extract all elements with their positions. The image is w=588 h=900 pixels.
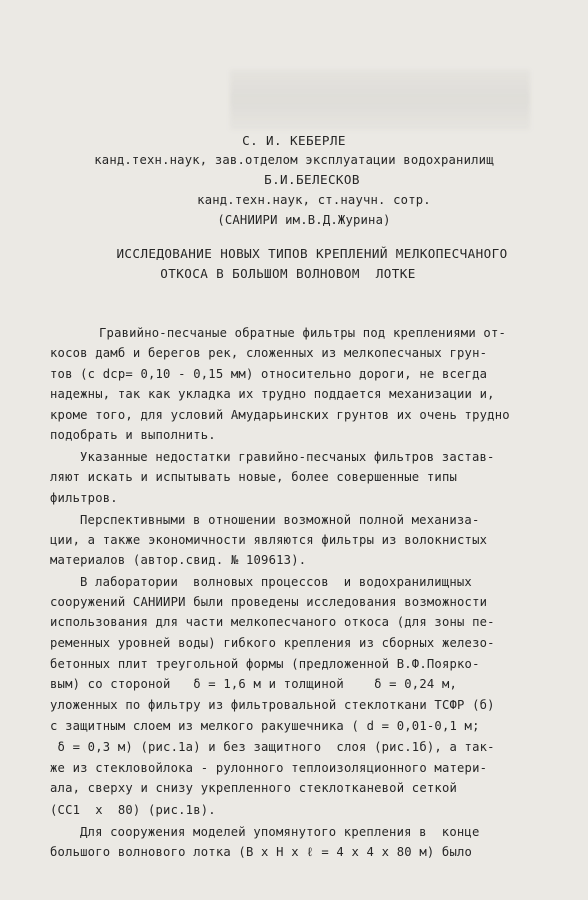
body-line: δ = 0,3 м) (рис.1а) и без защитного слоя (рис.1б), а так-: [50, 740, 495, 754]
title-line-2: ОТКОСА В БОЛЬШОМ ВОЛНОВОМ ЛОТКЕ: [160, 266, 416, 281]
body-line: с защитным слоем из мелкого ракушечника ( d = 0,01-0,1 м;: [50, 719, 480, 733]
body-line: ции, а также экономичности являются фильтры из волокнистых: [50, 533, 488, 547]
body-line: фильтров.: [50, 491, 118, 505]
body-line: ала, сверху и снизу укрепленного стеклотканевой сеткой: [50, 781, 458, 795]
body-line: Перспективными в отношении возможной полной механиза-: [80, 513, 480, 527]
body-line: кроме того, для условий Амударьинских грунтов их очень трудно: [50, 408, 510, 422]
body-line: большого волнового лотка (В х Н х ℓ = 4 х 4 х 80 м) было: [50, 845, 473, 859]
body-line: подобрать и выполнить.: [50, 428, 216, 442]
author2-title: канд.техн.наук, ст.научн. сотр.: [197, 193, 431, 207]
institute: (САНИИРИ им.В.Д.Журина): [217, 213, 391, 227]
body-line: ляют искать и испытывать новые, более совершенные типы: [50, 470, 458, 484]
author1-title: канд.техн.наук, зав.отделом эксплуатации водохранилищ: [94, 153, 494, 167]
body-line: надежны, так как укладка их трудно поддается механизации и,: [50, 387, 495, 401]
body-line: использования для части мелкопесчаного откоса (для зоны пе-: [50, 615, 495, 629]
body-line: Указанные недостатки гравийно-песчаных фильтров застав-: [80, 450, 495, 464]
body-line: косов дамб и берегов рек, сложенных из мелкопесчаных грун-: [50, 346, 488, 360]
author2-name: Б.И.БЕЛЕСКОВ: [264, 172, 360, 187]
title-line-1: ИССЛЕДОВАНИЕ НОВЫХ ТИПОВ КРЕПЛЕНИЙ МЕЛКОПЕСЧАНОГО: [116, 246, 508, 261]
body-line: же из стекловойлока - рулонного теплоизоляционного матери-: [50, 761, 488, 775]
body-line: тов (с dср= 0,10 - 0,15 мм) относительно дороги, не всегда: [50, 367, 488, 381]
body-line: уложенных по фильтру из фильтровальной стеклоткани ТСФР (б): [50, 698, 495, 712]
body-line: вым) со стороной δ = 1,6 м и толщиной δ = 0,24 м,: [50, 677, 458, 691]
body-line: сооружений САНИИРИ были проведены исследования возможности: [50, 595, 488, 609]
body-line: бетонных плит треугольной формы (предложенной В.Ф.Поярко-: [50, 657, 480, 671]
author1-name: С. И. КЕБЕРЛЕ: [242, 133, 346, 148]
body-line: Гравийно-песчаные обратные фильтры под креплениями от-: [99, 326, 507, 340]
body-line: Для сооружения моделей упомянутого крепления в конце: [80, 825, 480, 839]
body-line: (СС1 х 80) (рис.1в).: [50, 803, 216, 817]
body-line: ременных уровней воды) гибкого крепления из сборных железо-: [50, 636, 495, 650]
body-line: В лаборатории волновых процессов и водохранилищных: [80, 575, 472, 589]
body-line: материалов (автор.свид. № 109613).: [50, 553, 307, 567]
bleed-through-shadow: [230, 70, 530, 130]
